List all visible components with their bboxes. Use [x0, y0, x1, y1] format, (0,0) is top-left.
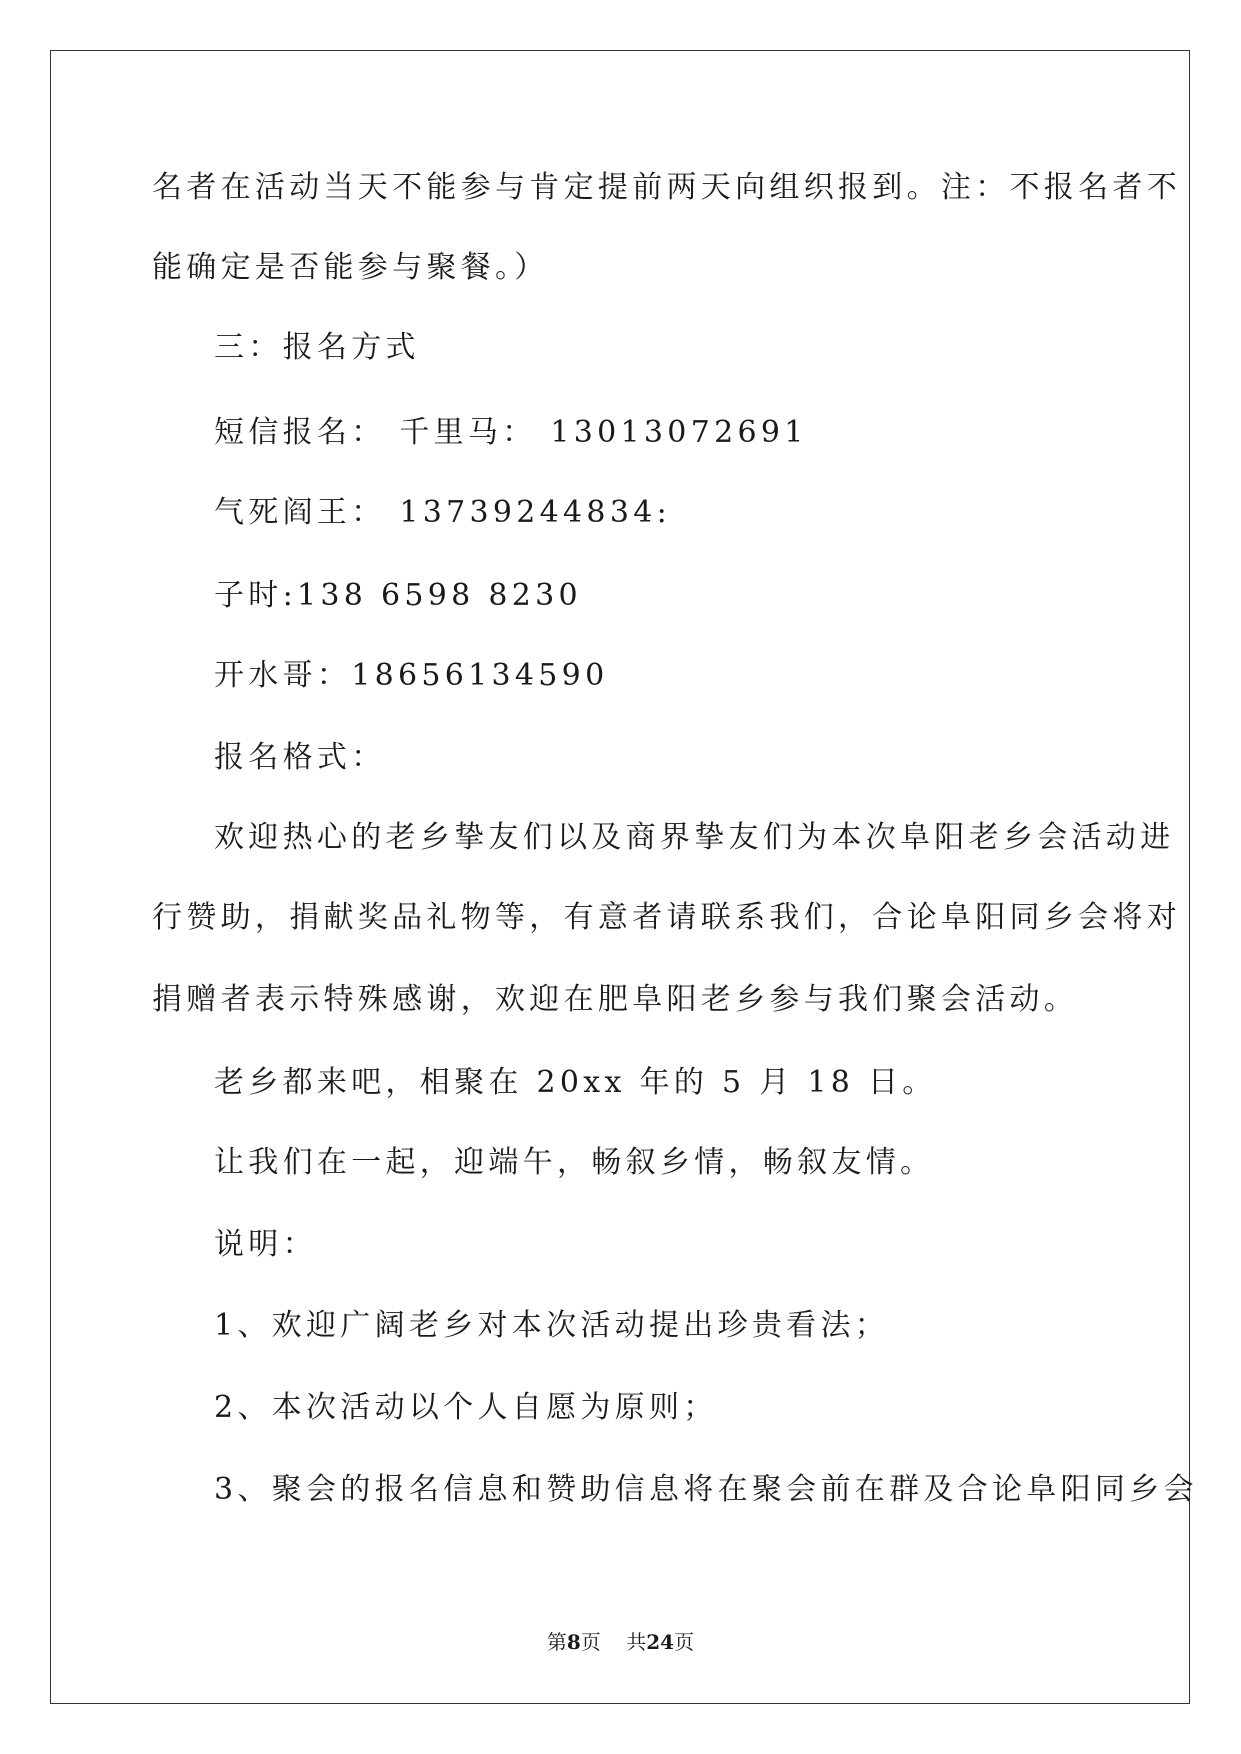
contact-line-3: 子时:138 6598 8230 [214, 578, 582, 613]
note-item-3: 3、聚会的报名信息和赞助信息将在聚会前在群及合论阜阳同乡会 [214, 1472, 1198, 1507]
footer-total-suffix: 页 [674, 1630, 695, 1654]
body-line-sponsor-2: 行赞助，捐献奖品礼物等，有意者请联系我们，合论阜阳同乡会将对 [152, 900, 1181, 935]
body-line-sponsor-3: 捐赠者表示特殊感谢，欢迎在肥阜阳老乡参与我们聚会活动。 [152, 982, 1079, 1017]
section-heading-signup-method: 三：报名方式 [214, 330, 420, 365]
notes-label: 说明： [214, 1227, 317, 1262]
footer-page-number: 8 [566, 1630, 581, 1654]
footer-total-pages: 24 [646, 1630, 675, 1654]
contact-line-sms: 短信报名： 千里马： 13013072691 [214, 415, 808, 450]
body-line-2: 能确定是否能参与聚餐。） [152, 250, 549, 285]
signup-format-label: 报名格式： [214, 740, 386, 775]
body-line-together: 让我们在一起，迎端午，畅叙乡情，畅叙友情。 [214, 1145, 935, 1180]
footer-page-suffix: 页 [580, 1630, 601, 1654]
contact-line-4: 开水哥：18656134590 [214, 658, 609, 693]
contact-line-2: 气死阎王： 13739244834: [214, 495, 671, 530]
body-line-sponsor-1: 欢迎热心的老乡挚友们以及商界挚友们为本次阜阳老乡会活动进 [214, 820, 1175, 855]
page-footer [0, 1630, 1241, 1654]
page-border [50, 50, 1190, 1704]
note-item-2: 2、本次活动以个人自愿为原则； [214, 1390, 718, 1425]
footer-total-prefix: 共 [626, 1630, 647, 1654]
note-item-1: 1、欢迎广阔老乡对本次活动提出珍贵看法； [214, 1308, 890, 1343]
footer-page-prefix: 第 [546, 1630, 567, 1654]
body-line-date: 老乡都来吧，相聚在 20xx 年的 5 月 18 日。 [214, 1065, 937, 1100]
body-line-1: 名者在活动当天不能参与肯定提前两天向组织报到。注：不报名者不 [152, 170, 1181, 205]
